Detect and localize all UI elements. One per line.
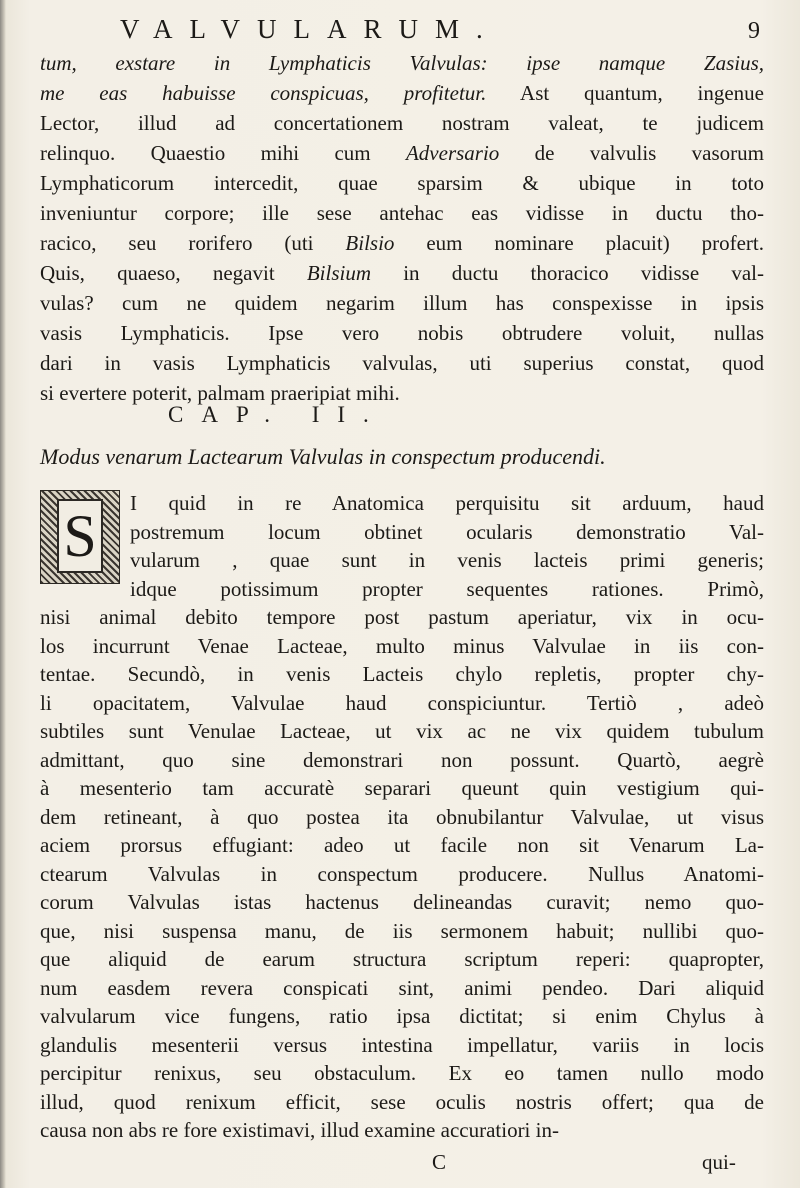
drop-cap-letter: S <box>57 499 103 573</box>
text-line: num easdem revera conspicati sint, animi pendeo. Dari aliquid <box>40 975 764 1000</box>
italic-text: me eas habuisse conspicuas, profitetur. <box>40 81 487 105</box>
text-line: vularum , quae sunt in venis lacteis primi generis; <box>130 548 764 572</box>
text-line: que, nisi suspensa manu, de iis sermonem habuit; nullibi quo- <box>40 918 764 943</box>
text-line: los incurrunt Venae Lacteae, multo minus Valvulae in iis con- <box>40 633 764 658</box>
text-line <box>40 288 764 318</box>
text-line: postremum locum obtinet ocularis demonstratio Val- <box>130 519 764 544</box>
text-line: idque potissimum propter sequentes rationes. Primò, <box>130 576 764 601</box>
text-span: in ductu thoracico vidisse val- <box>371 261 765 285</box>
italic-text: Adversario <box>405 141 500 165</box>
text-span: racico, seu rorifero (uti <box>40 231 346 255</box>
text-span: relinquo. Quaestio mihi cum <box>40 141 406 165</box>
chapter-heading: CAP. II. <box>168 402 387 427</box>
text-line: à mesenterio tam accuratè separari queunt quin vestigium qui- <box>40 776 764 800</box>
text-line <box>40 318 764 348</box>
text-line: I quid in re Anatomica perquisitu sit arduum, haud <box>130 491 764 515</box>
page-number: 9 <box>748 18 760 44</box>
italic-text: Bilsio <box>345 231 395 255</box>
text-span: de valvulis vasorum <box>499 141 764 165</box>
text-line: subtiles sunt Venulae Lacteae, ut vix ac ne vix quidem tubulum <box>40 719 764 743</box>
text-span: Lector, illud ad concertationem nostram valeat, te judicem <box>40 111 764 135</box>
text-span: vasis Lymphaticis. Ipse vero nobis obtrudere voluit, nullas <box>40 321 764 345</box>
text-line <box>40 198 764 228</box>
text-line: corum Valvulas istas hactenus delineandas curavit; nemo quo- <box>40 890 764 914</box>
text-line: tentae. Secundò, in venis Lacteis chylo repletis, propter chy- <box>40 662 764 686</box>
chapter-title: Modus venarum Lactearum Valvulas in conspectum producendi. <box>40 444 606 469</box>
signature-mark: C <box>432 1150 447 1174</box>
text-line: admittant, quo sine demonstrari non possunt. Quartò, aegrè <box>40 747 764 772</box>
text-line: percipitur renixus, seu obstaculum. Ex eo tamen nullo modo <box>40 1061 764 1085</box>
text-line: causa non abs re fore existimavi, illud examine accuratiori in- <box>40 1118 559 1142</box>
page-gutter-shadow <box>0 0 6 1188</box>
text-line: que aliquid de earum structura scriptum reperi: quapropter, <box>40 947 764 971</box>
text-line <box>40 378 764 408</box>
text-line <box>40 48 764 78</box>
decorated-initial <box>40 490 120 584</box>
italic-text: tum, exstare in Lymphaticis Valvulas: ipse namque Zasius, <box>40 51 764 75</box>
text-line <box>40 108 764 138</box>
text-line: li opacitatem, Valvulae haud conspiciuntur. Tertiò , adeò <box>40 690 764 715</box>
text-span: vulas? cum ne quidem negarim illum has conspexisse in ipsis <box>40 291 764 315</box>
text-line <box>40 228 764 258</box>
text-span: Ast quantum, ingenue <box>486 81 765 105</box>
running-title: VALVULARUM. <box>120 14 500 44</box>
italic-text: Bilsium <box>306 261 372 285</box>
text-line <box>40 78 764 108</box>
text-line: glandulis mesenterii versus intestina impellatur, variis in locis <box>40 1032 764 1057</box>
text-span: Quis, quaeso, negavit <box>40 261 307 285</box>
text-line <box>40 258 764 288</box>
text-span: inveniuntur corpore; ille sese antehac eas vidisse in ductu tho- <box>40 201 764 225</box>
text-line: aciem prorsus effugiant: adeo ut facile non sit Venarum La- <box>40 833 764 857</box>
text-line: illud, quod renixum efficit, sese oculis nostris offert; qua de <box>40 1089 764 1114</box>
text-line: nisi animal debito tempore post pastum aperiatur, vix in ocu- <box>40 605 764 629</box>
text-line: dem retineant, à quo postea ita obnubilantur Valvulae, ut visus <box>40 804 764 829</box>
text-line: ctearum Valvulas in conspectum producere. Nullus Anatomi- <box>40 861 764 886</box>
text-span: dari in vasis Lymphaticis valvulas, uti superius constat, quod <box>40 351 764 375</box>
text-line <box>40 348 764 378</box>
text-line: valvularum vice fungens, ratio ipsa dictitat; si enim Chylus à <box>40 1004 764 1028</box>
text-line <box>40 168 764 198</box>
text-line <box>40 138 764 168</box>
catchword: qui- <box>702 1150 736 1174</box>
text-span: eum nominare placuit) profert. <box>394 231 765 255</box>
text-span: si evertere poterit, palmam praeripiat mihi. <box>40 381 400 405</box>
text-span: Lymphaticorum intercedit, quae sparsim & ubique in toto <box>40 171 764 195</box>
